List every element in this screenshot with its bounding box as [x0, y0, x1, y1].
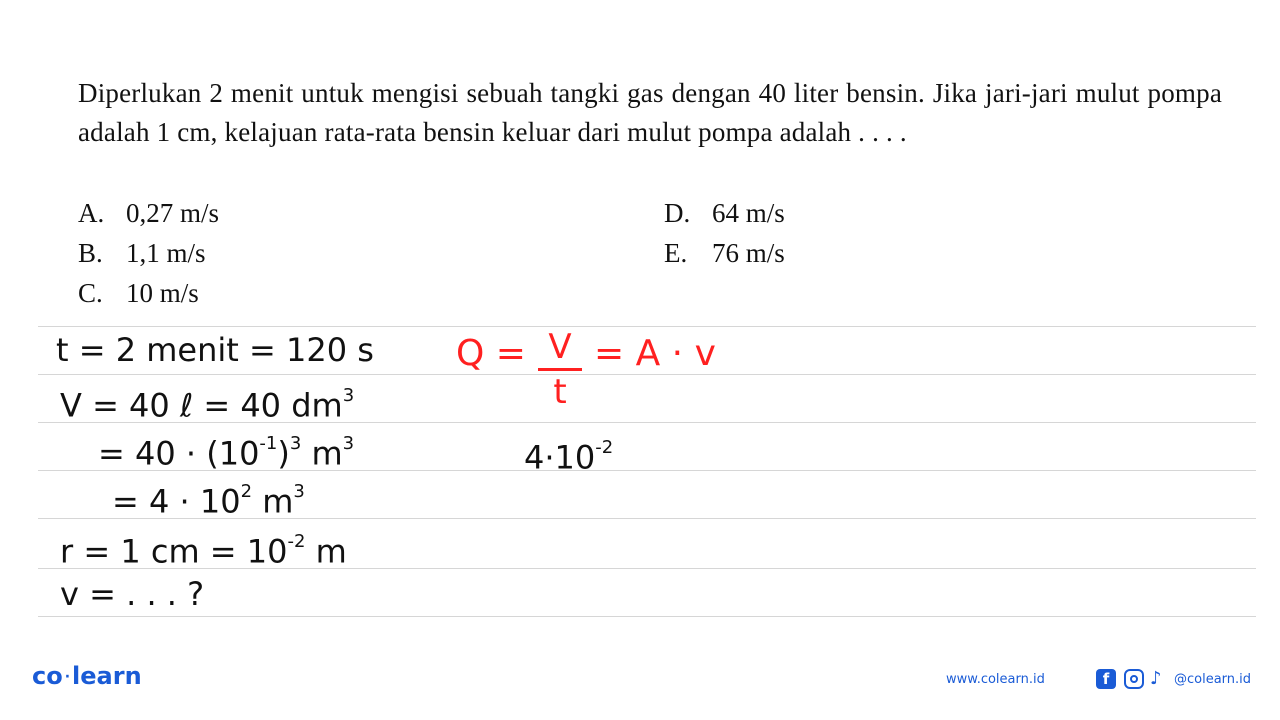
instagram-icon[interactable]	[1124, 669, 1144, 689]
work-text: )	[277, 434, 290, 473]
choice-letter: A.	[78, 198, 105, 228]
logo-text-co: co	[32, 662, 63, 690]
formula-denominator: t	[553, 372, 567, 412]
work-exponent: 3	[293, 481, 305, 502]
work-text: V = 40 ℓ = 40 dm	[60, 386, 343, 425]
choice-text: 64 m/s	[712, 198, 785, 228]
work-exponent: -1	[259, 433, 278, 454]
work-line-velocity: v = . . . ?	[60, 575, 205, 613]
choice-text: 10 m/s	[126, 278, 199, 308]
choice-a	[78, 198, 219, 228]
work-exponent: -2	[287, 531, 306, 552]
work-line-radius	[60, 526, 347, 572]
formula-lhs: Q =	[456, 333, 526, 374]
formula-fraction	[538, 328, 582, 411]
colearn-logo	[32, 662, 142, 690]
choice-c	[78, 278, 199, 308]
choice-e	[664, 238, 785, 268]
work-line-time: t = 2 menit = 120 s	[56, 331, 374, 369]
logo-dot: ·	[64, 669, 71, 685]
tiktok-icon[interactable]: ♪	[1150, 668, 1162, 689]
choice-letter: D.	[664, 198, 691, 228]
formula-rhs: = A · v	[594, 333, 716, 374]
work-line-volume-conversion	[98, 428, 354, 474]
work-text: = 40 · (10	[98, 434, 260, 473]
work-text: m	[311, 434, 343, 473]
choice-letter: E.	[664, 238, 688, 268]
work-line-volume	[60, 380, 354, 426]
ruled-line	[38, 616, 1256, 617]
work-exponent: 3	[289, 433, 302, 454]
ruled-line	[38, 374, 1256, 375]
choice-b	[78, 238, 206, 268]
work-line-volume-result	[112, 476, 305, 522]
work-side-note	[524, 432, 613, 478]
work-exponent: 2	[240, 481, 253, 502]
work-exponent: 3	[342, 385, 355, 406]
work-text: m	[315, 532, 347, 571]
question-text: Diperlukan 2 menit untuk mengisi sebuah tangki gas dengan 40 liter bensin. Jika jari-jari mulut pompa adalah 1 cm, kelajuan rata-rata bensin keluar dari mulut pompa adalah . . . .	[78, 78, 1222, 147]
work-exponent: -2	[595, 437, 614, 458]
choice-d	[664, 198, 785, 228]
logo-text-learn: learn	[72, 662, 142, 690]
ruled-line	[38, 326, 1256, 327]
work-text: r = 1 cm = 10	[60, 532, 288, 571]
choice-text: 0,27 m/s	[126, 198, 220, 228]
work-text: = 4 · 10	[112, 482, 241, 521]
work-text: m	[262, 482, 294, 521]
work-exponent: 3	[342, 433, 355, 454]
formula-numerator: V	[548, 327, 572, 367]
choice-text: 76 m/s	[712, 238, 785, 268]
facebook-icon[interactable]: f	[1096, 669, 1116, 689]
work-text: 4·10	[524, 438, 596, 477]
choice-letter: B.	[78, 238, 103, 268]
choice-text: 1,1 m/s	[126, 238, 206, 268]
choice-letter: C.	[78, 278, 103, 308]
fraction-bar	[538, 368, 582, 371]
website-link[interactable]: www.colearn.id	[946, 672, 1045, 687]
social-handle[interactable]: @colearn.id	[1174, 672, 1252, 687]
